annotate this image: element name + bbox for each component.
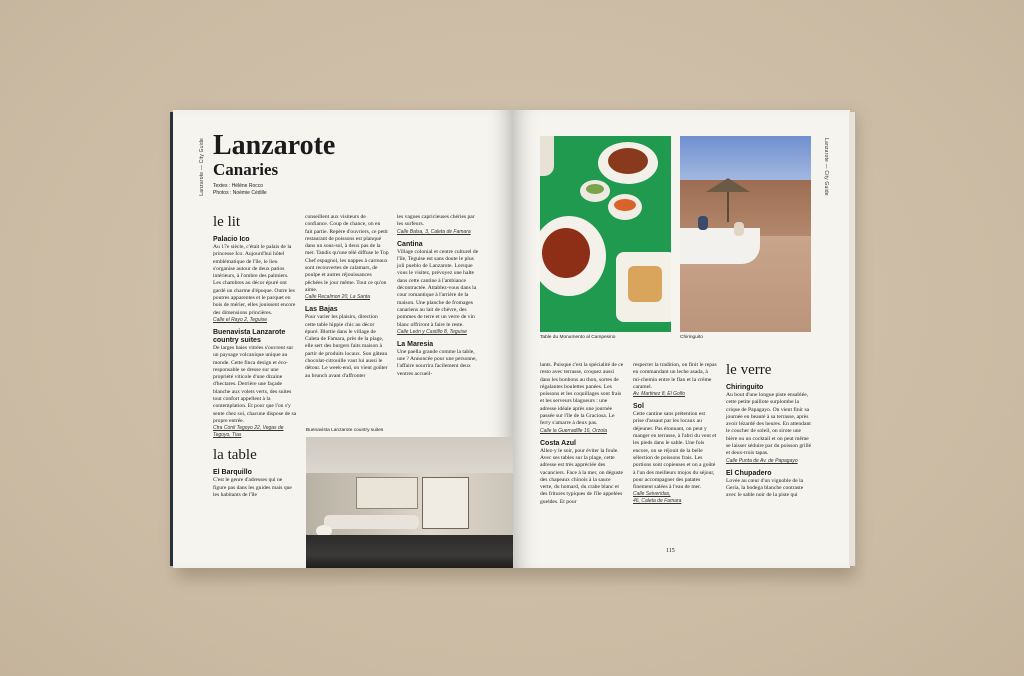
left-column-3 <box>397 214 481 378</box>
item-text: Allez-y le soir, pour éviter la foule. Avec ses tables sur la plage, cette adresse est très appréciée des vacanciers. Face à la mer, on déguste des chapeaux chinois à la sauce verte, du homard, du crabe blanc et des fritures typiques de l'île appelées gueldes. Et pour <box>540 447 624 505</box>
item-text: Village colonial et centre culturel de l'île, Teguise est sans doute le plus joli pueblo de Lanzarote. Lorsque vous le visitez, prévoyez une halte dans cette cantine à l'ambiance décontractée. Attablez-vous dans la cour romantique à l'arrière de la maison. Une planche de fromages canariens au lait de chèvre, des pommes de terre et un verre de vin blanc offriront à faire le reste. <box>397 248 479 328</box>
section-heading-le-lit: le lit <box>213 214 241 230</box>
page-number: 115 <box>666 548 675 554</box>
item-heading: Palacio Ico <box>213 236 250 243</box>
item-address: Calle Punta de Av. de Papagayo <box>726 457 798 464</box>
item-address: 46, Caleta de Famara <box>633 498 682 505</box>
item-text: lants. Puisque c'est la spécialité de ce resto avec terrasse, croquez aussi dans les bonbons au thon, sortes de régalantes boulettes panées. Les poissons et les coquillages sont frais et les serveurs blagueurs : une adresse idéale après une journée passée sur l'île de la Graciosa. Le ferry s'amarre à deux pas. <box>540 362 624 427</box>
left-column-1 <box>213 214 297 499</box>
page-title: Lanzarote <box>213 130 336 161</box>
item-text: Une paella grande comme la table, une ? Annoncée pour une personne, l'affaire nourrira facilement deux ventres accueil- <box>397 348 477 377</box>
item-address: Calle Balsa, 3, Caleta de Famara <box>397 228 471 235</box>
item-text: les vagues capricieuses chéries par les surfeurs. <box>397 214 475 228</box>
photo-caption: Table du Monumento al Campesino <box>540 335 616 340</box>
credit-photos: Photos : Noémie Cédille <box>213 190 267 196</box>
photo-caption: Chiringuito <box>680 335 703 340</box>
running-head-right: Lanzarote — City Guide <box>823 138 829 196</box>
item-address: Av. Martinez 8, El Golfo <box>633 391 686 398</box>
item-text: Au 17e siècle, c'était le palais de la princesse Ico. Aujourd'hui hôtel emblématique de l'île, le lieu s'organise autour de deux patios intérieurs, à l'ombre des palmiers. Les chambres au décor épuré ont gardé un charme d'époque. Outre les poutres apparentes et le parquet en bois de mérier, elles jouissent encore des dimensions princières. <box>213 244 296 316</box>
item-text: Au bout d'une longue piste ensablée, cette petite paillote surplombe la crique de Papagayo. On vient finir sa journée en beauté à sa terrasse, après avoir lézardé des heures. En attendant le coucher de soleil, on sirote une bière ou un cocktail et on peut même se laisser séduire par du poisson grillé et deux-trois tapas. <box>726 392 812 457</box>
section-heading-le-verre: le verre <box>726 362 772 378</box>
item-address: Calle Seiveridas, <box>633 491 671 498</box>
item-heading: El Chupadero <box>726 469 772 477</box>
right-column-3 <box>726 362 812 500</box>
right-page <box>513 110 850 568</box>
item-text: conseillent aux visiteurs de confiance. Coup de chance, on en fait partie. Repère d'ouvriers, ce petit restaurant de poissons est planqué dans un sous-sol, à deux pas de la mer. Tandis qu'une télé diffuse le Top Chef espagnol, les nappes à carreaux sont recouvertes de calamars, de poulpe et autres réjouissances pêchées le jour même. Tout ce qu'on aime. <box>305 214 389 293</box>
item-address: Calle la Guerradille 16, Orzola <box>540 427 607 434</box>
item-address: Calle el Rayo 2, Teguise <box>213 316 268 323</box>
item-heading: Cantina <box>397 240 423 248</box>
page-subtitle: Canaries <box>213 160 279 179</box>
credit-texts: Textes : Hélène Rocco <box>213 183 264 189</box>
item-heading: La Maresia <box>397 340 434 348</box>
item-heading: Chiringuito <box>726 384 764 391</box>
left-page <box>173 110 513 568</box>
running-head-left: Lanzarote — City Guide <box>199 138 205 196</box>
item-text: C'est le genre d'adresses qui ne figure pas dans les guides mais que les habitants de l'île <box>213 477 292 498</box>
item-text: Lovée au cœur d'un vignoble de la Geria, la bodega blanche contraste avec le sable noir de la piste qui <box>726 477 804 499</box>
item-address: Ctra Conil Tegoyo 22, Vegas de <box>213 425 284 432</box>
table-food-photo <box>540 136 671 332</box>
item-heading: Las Bajas <box>305 306 338 314</box>
left-column-2 <box>305 214 389 380</box>
right-column-1 <box>540 362 624 506</box>
item-address: Tegoyo, Tias <box>213 432 242 439</box>
item-heading: Costa Azul <box>540 439 576 447</box>
item-heading: Buenavista Lanzarote <box>213 328 286 336</box>
section-heading-la-table: la table <box>213 447 257 464</box>
item-text: Cette cantine sans prétention est prise d'assaut par les locaux au déjeuner. Pas étonnant, on peut y manger en terrasse, à l'abri du vent et les pieds dans le sable. Une fois encore, on se réjouit de la belle sélection de poissons frais. Les portions sont copieuses et on a goûté à l'un des meilleurs mojos du séjour, pour accompagner des patates finement salées à l'eau de mer. <box>633 411 717 491</box>
chiringuito-photo <box>680 136 811 332</box>
item-text: De larges baies vitrées s'ouvrent sur un paysage volcanique unique au monde. Cette finca design et éco-responsable se dresse sur une propriété viticole d'une dizaine d'hectares. Derrière une façade blanche aux volets verts, des suites tout confort appellent à la contemplation. Et pour que l'on s'y sente chez soi, chacune dispose de sa propre entrée. <box>213 344 297 424</box>
item-text: respecter la tradition, on finit le repas en commandant un leche asada, à mi-chemin entre le flan et la crème caramel. <box>633 362 717 390</box>
book-page-edge-right <box>849 112 856 566</box>
item-address: Calle Recalmon 20, La Santa <box>305 294 371 301</box>
item-address: Calle León y Castillo 8, Teguise <box>397 328 467 335</box>
right-column-2 <box>633 362 717 505</box>
hotel-interior-photo <box>306 437 513 568</box>
item-heading: El Barquillo <box>213 469 252 477</box>
item-heading: country suites <box>213 336 261 344</box>
item-heading: Sol <box>633 403 644 411</box>
photo-caption: Buenavista Lanzarote country suites <box>306 428 384 433</box>
item-text: Pour varier les plaisirs, direction cette table hippie chic au décor épuré. Blottie dans le village de Caleta de Famara, près de la plage, elle sert des burgers faits maison à partir de produits locaux. Son gâteau chocolat-citrouille vaut lui aussi le détour. Le week-end, on vient goûter au brunch avant d'affronter <box>305 314 388 379</box>
